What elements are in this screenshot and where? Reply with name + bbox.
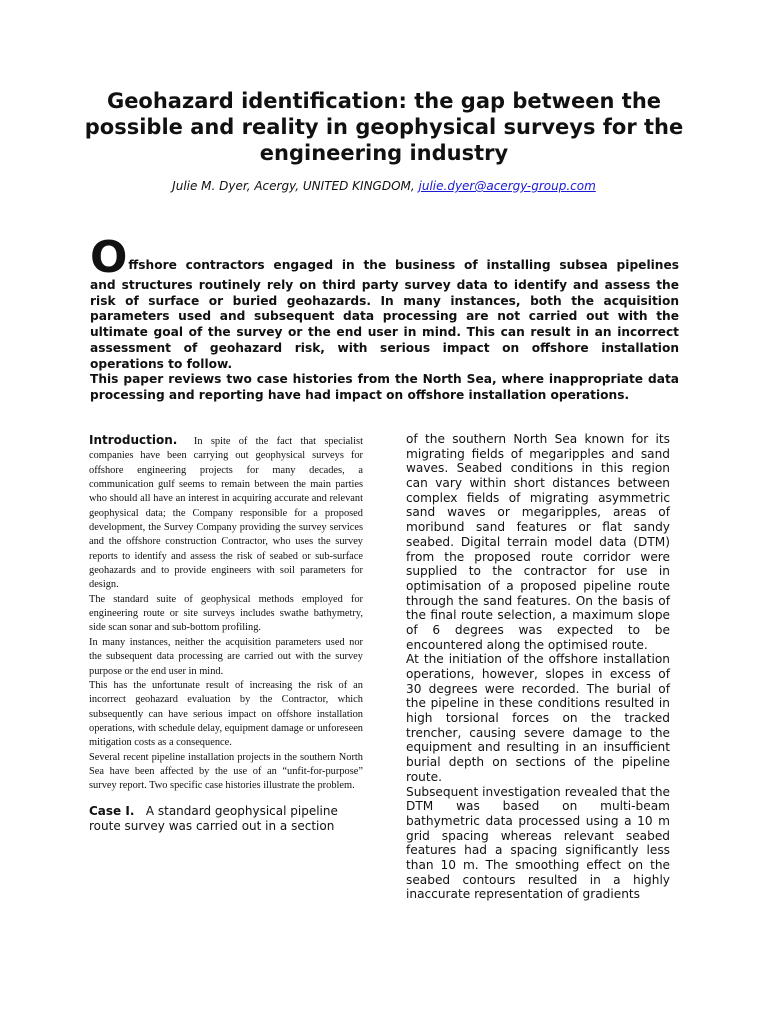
drop-cap: O	[90, 232, 128, 283]
right-column	[406, 432, 670, 902]
right-paragraph-1: of the southern North Sea known for its migrating fields of megaripples and sand waves. Seabed conditions in this region can vary within short distances between complex fields of migrating asymmetric sand waves or megaripples, areas of moribund sand features or flat sandy seabed. Digital terrain model data (DTM) from the proposed route corridor were supplied to the contractor for use in optimisation of a proposed pipeline route through the sand features. On the basis of the final route selection, a maximum slope of 6 degrees was expected to be encountered along the optimised route.	[406, 432, 670, 652]
paper-title: Geohazard identification: the gap between the possible and reality in geophysical surveys for the engineering industry	[84, 89, 684, 165]
intro-paragraph	[89, 433, 363, 593]
abstract-paragraph-2: This paper reviews two case histories from the North Sea, where inappropriate data processing and reporting have had impact on offshore installation operations.	[90, 372, 679, 402]
intro-heading: Introduction.	[89, 433, 178, 447]
author-line	[60, 178, 708, 194]
left-paragraph-4: This has the unfortunate result of increasing the risk of an incorrect geohazard evaluation by the Contractor, which subsequently can have serious impact on offshore installation operations, with schedule delay, equipment damage or unforeseen mitigation costs as a consequence.	[89, 679, 363, 749]
author-affiliation: Julie M. Dyer, Acergy, UNITED KINGDOM,	[172, 179, 419, 193]
left-paragraph-5: Several recent pipeline installation projects in the southern North Sea have been affected by the use of an “unfit-for-purpose” survey report. Two specific case histories illustrate the problem.	[89, 751, 363, 792]
left-column	[89, 433, 363, 834]
left-paragraph-3: In many instances, neither the acquisition parameters used nor the subsequent data processing are carried out with the survey purpose or the end user in mind.	[89, 636, 363, 677]
right-paragraph-3: Subsequent investigation revealed that the DTM was based on multi-beam bathymetric data processed using a 10 m grid spacing whereas relevant seabed features had a spacing significantly less than 10 m. The smoothing effect on the seabed contours resulted in a highly inaccurate representation of gradients	[406, 784, 670, 902]
abstract-first-line-text: ffshore contractors engaged in the business of installing subsea pipelines	[128, 258, 679, 273]
case-paragraph	[89, 804, 363, 834]
right-paragraph-2: At the initiation of the offshore installation operations, however, slopes in excess of 30 degrees were recorded. The burial of the pipeline in these conditions resulted in high torsional forces on the tracked trencher, causing severe damage to the equipment and resulting in an insufficient burial depth on sections of the pipeline route.	[406, 652, 670, 784]
intro-text: In spite of the fact that specialist companies have been carrying out geophysical surveys for offshore engineering projects for many decades, a communication gulf seems to remain between the main parties who should all have an interest in acquiring accurate and relevant geophysical data; the Company responsible for a proposed development, the Survey Company providing the survey services and the offshore construction Contractor, who uses the survey reports to identify and assess the risk of seabed or sub-surface geohazards and to provide engineers with soil parameters for design.	[89, 436, 363, 591]
case-heading: Case I.	[89, 803, 135, 818]
left-paragraph-2: The standard suite of geophysical methods employed for engineering route or site surveys includes swathe bathymetry, side scan sonar and sub-bottom profiling.	[89, 593, 363, 634]
abstract	[90, 232, 679, 404]
case-text: A standard geophysical pipeline route survey was carried out in a section	[89, 803, 338, 833]
author-email-link[interactable]: julie.dyer@acergy-group.com	[418, 179, 596, 193]
abstract-first-line	[90, 232, 679, 283]
abstract-paragraph-1: and structures routinely rely on third party survey data to identify and assess the risk of surface or buried geohazards. In many instances, both the acquisition parameters used and subsequent data processing are not carried out with the ultimate goal of the survey or the end user in mind. This can result in an incorrect assessment of geohazard risk, with serious impact on offshore installation operations to follow.	[90, 278, 679, 371]
